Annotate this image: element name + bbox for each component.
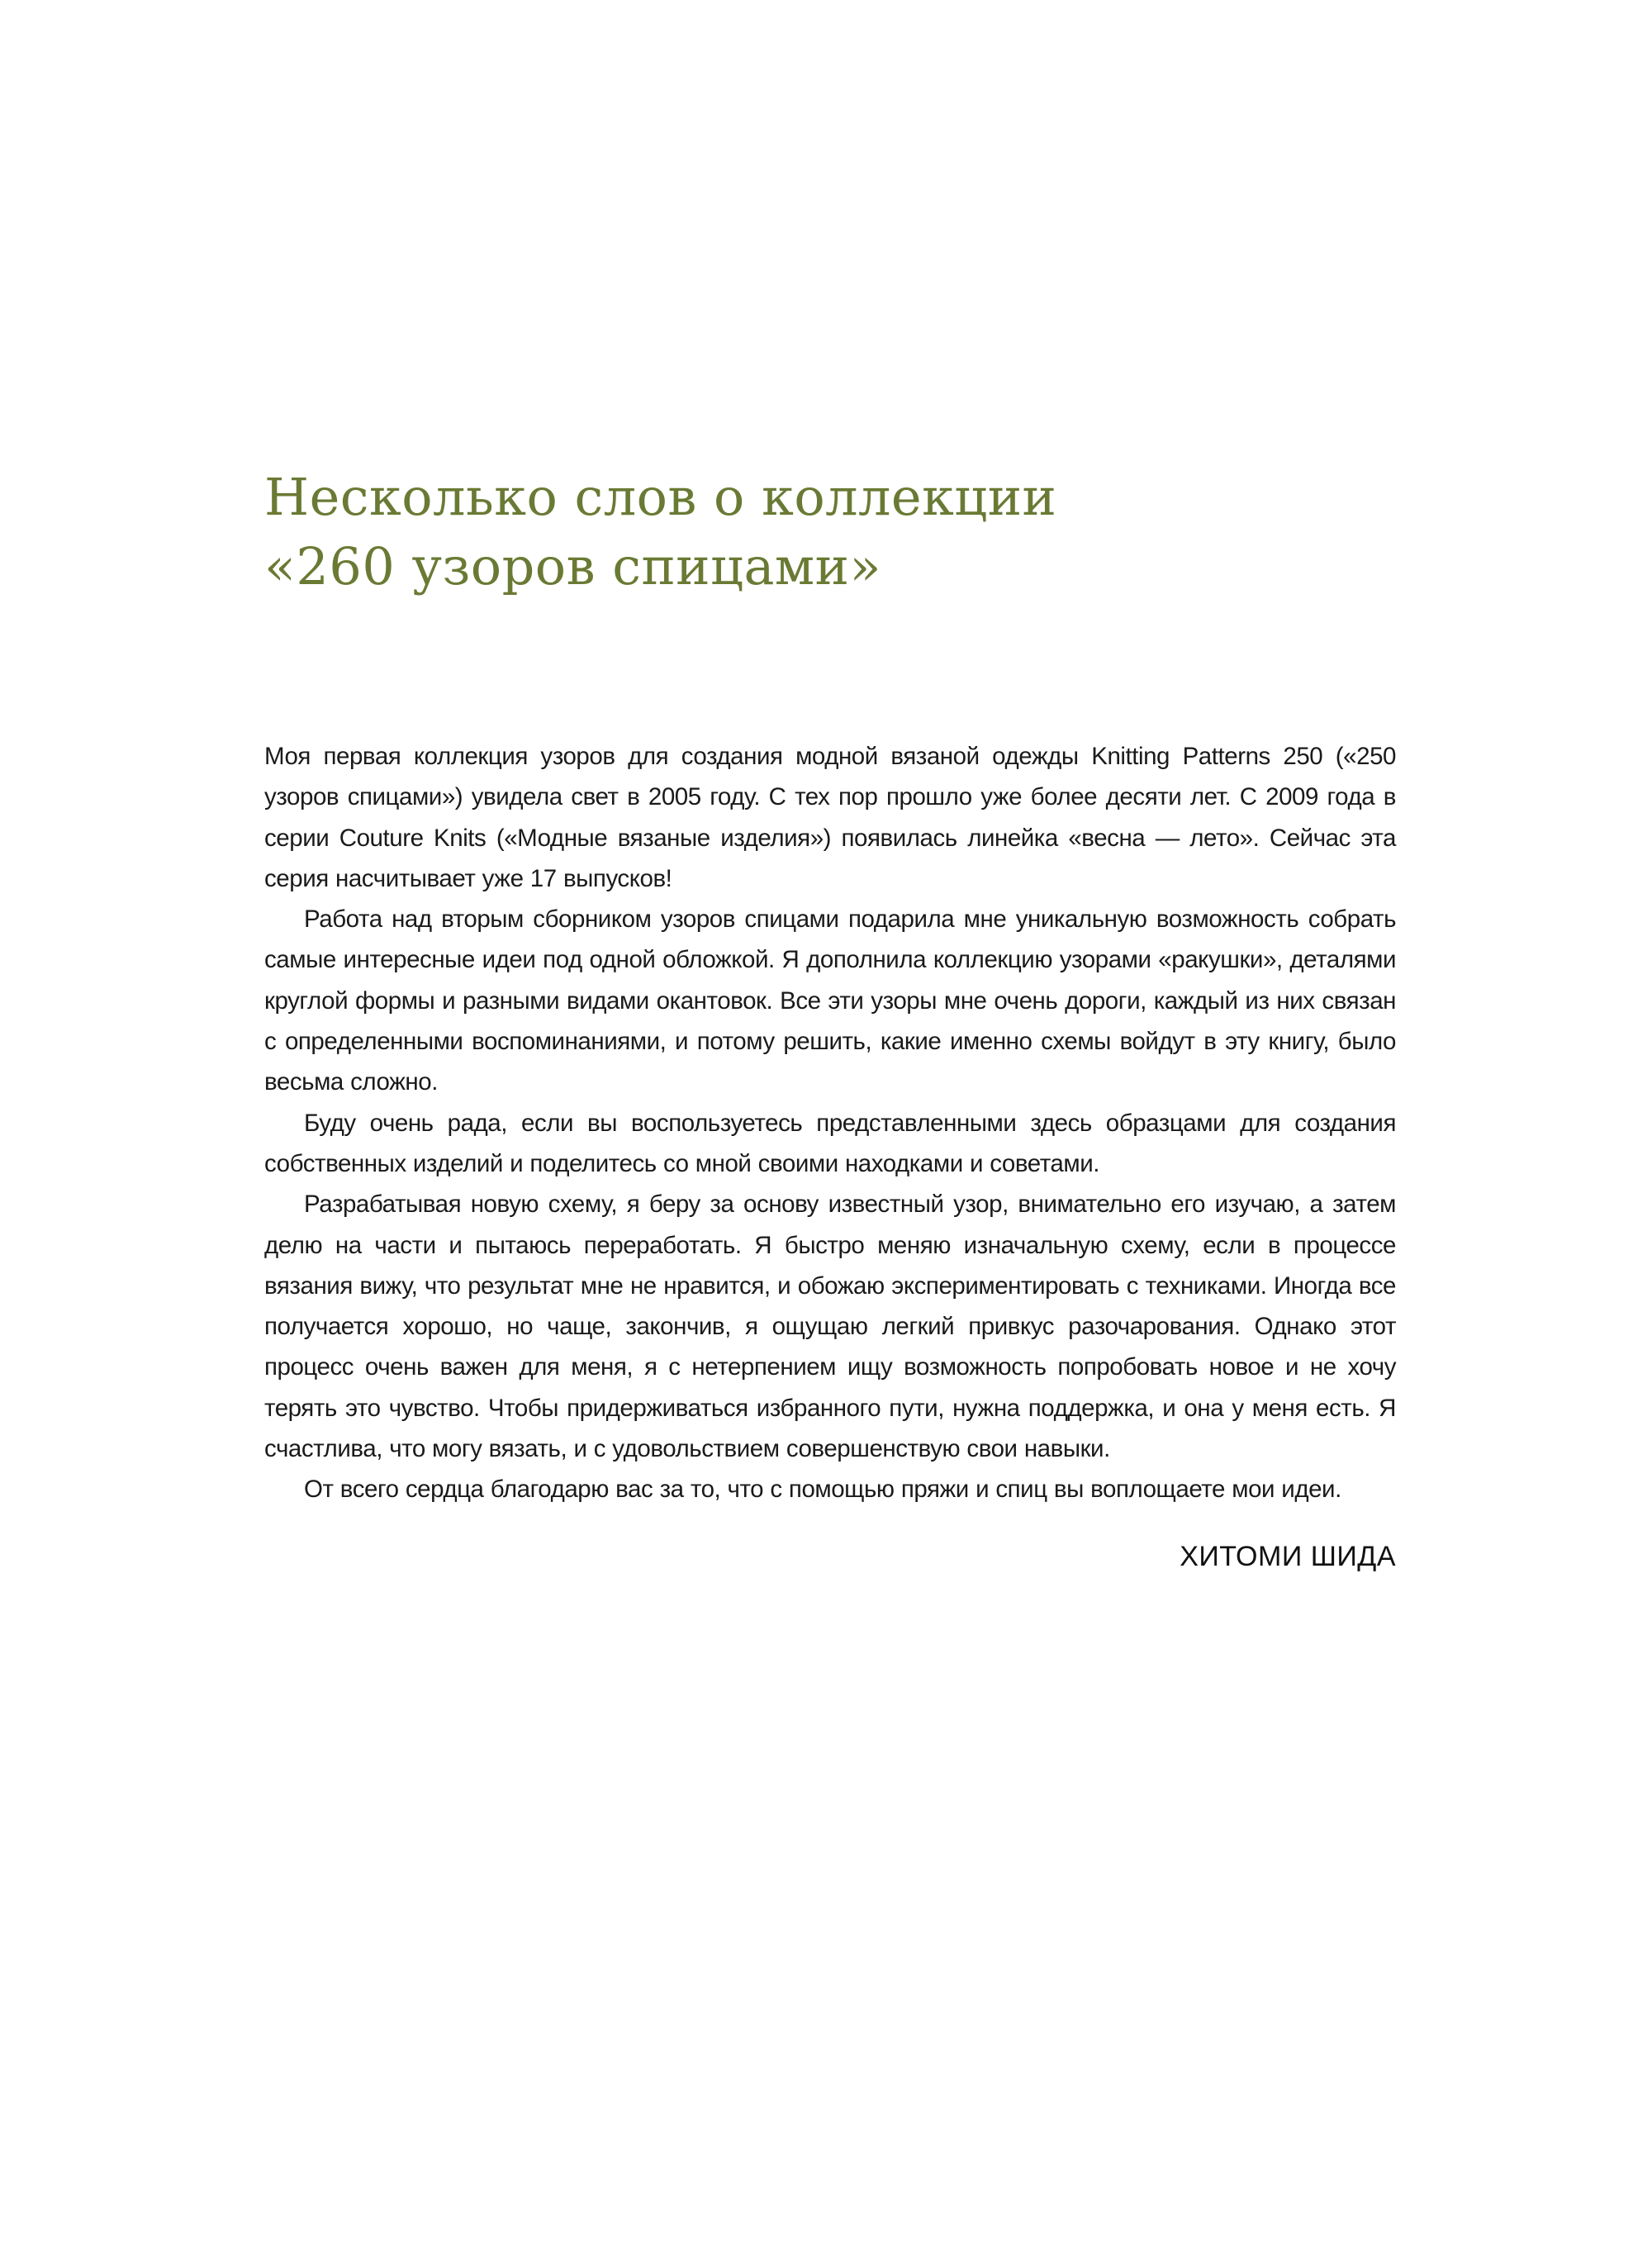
paragraph-3: Буду очень рада, если вы воспользуетесь представленными здесь образцами для создания собственных изделий и поделитесь со мной своими находками и советами. xyxy=(264,1109,1396,1177)
paragraph-1: Моя первая коллекция узоров для создания модной вязаной одежды Knitting Patterns 250 («250 узоров спицами») увидела свет в 2005 году. С тех пор прошло уже более десяти лет. С 2009 года в серии Couture Knits («Модные вязаные изделия») появилась линейка «весна — лето». Сейчас эта серия насчитывает уже 17 выпусков! xyxy=(264,743,1396,892)
paragraph-2: Работа над вторым сборником узоров спицами подарила мне уникальную возможность собрать самые интересные идеи под одной обложкой. Я дополнила коллекцию узорами «ракушки», деталями круглой формы и разными видами окантовок. Все эти узоры мне очень дороги, каждый из них связан с определенными воспоминаниями, и потому решить, какие именно схемы войдут в эту книгу, было весьма сложно. xyxy=(264,905,1396,1096)
paragraph-4: Разрабатывая новую схему, я беру за основу известный узор, внимательно его изучаю, а затем делю на части и пытаюсь переработать. Я быстро меняю изначальную схему, если в процессе вязания вижу, что результат мне не нравится, и обожаю экспериментировать с техниками. Иногда все получается хорошо, но чаще, закончив, я ощущаю легкий привкус разочарования. Однако этот процесс очень важен для меня, я с нетерпением ищу возможность попробовать новое и не хочу терять это чувство. Чтобы придерживаться избранного пути, нужна поддержка, и она у меня есть. Я счастлива, что могу вязать, и с удовольствием совершенствую свои навыки. xyxy=(264,1191,1396,1463)
page-title xyxy=(264,463,1462,601)
page-title-line-1: Несколько слов о коллекции xyxy=(264,467,1057,527)
author-signature: ХИТОМИ ШИДА xyxy=(1180,1541,1396,1572)
preface-text xyxy=(264,736,1396,1510)
page-title-line-2: «260 узоров спицами» xyxy=(264,536,881,597)
paragraph-5: От всего сердца благодарю вас за то, что с помощью пряжи и спиц вы воплощаете мои идеи. xyxy=(304,1476,1341,1504)
